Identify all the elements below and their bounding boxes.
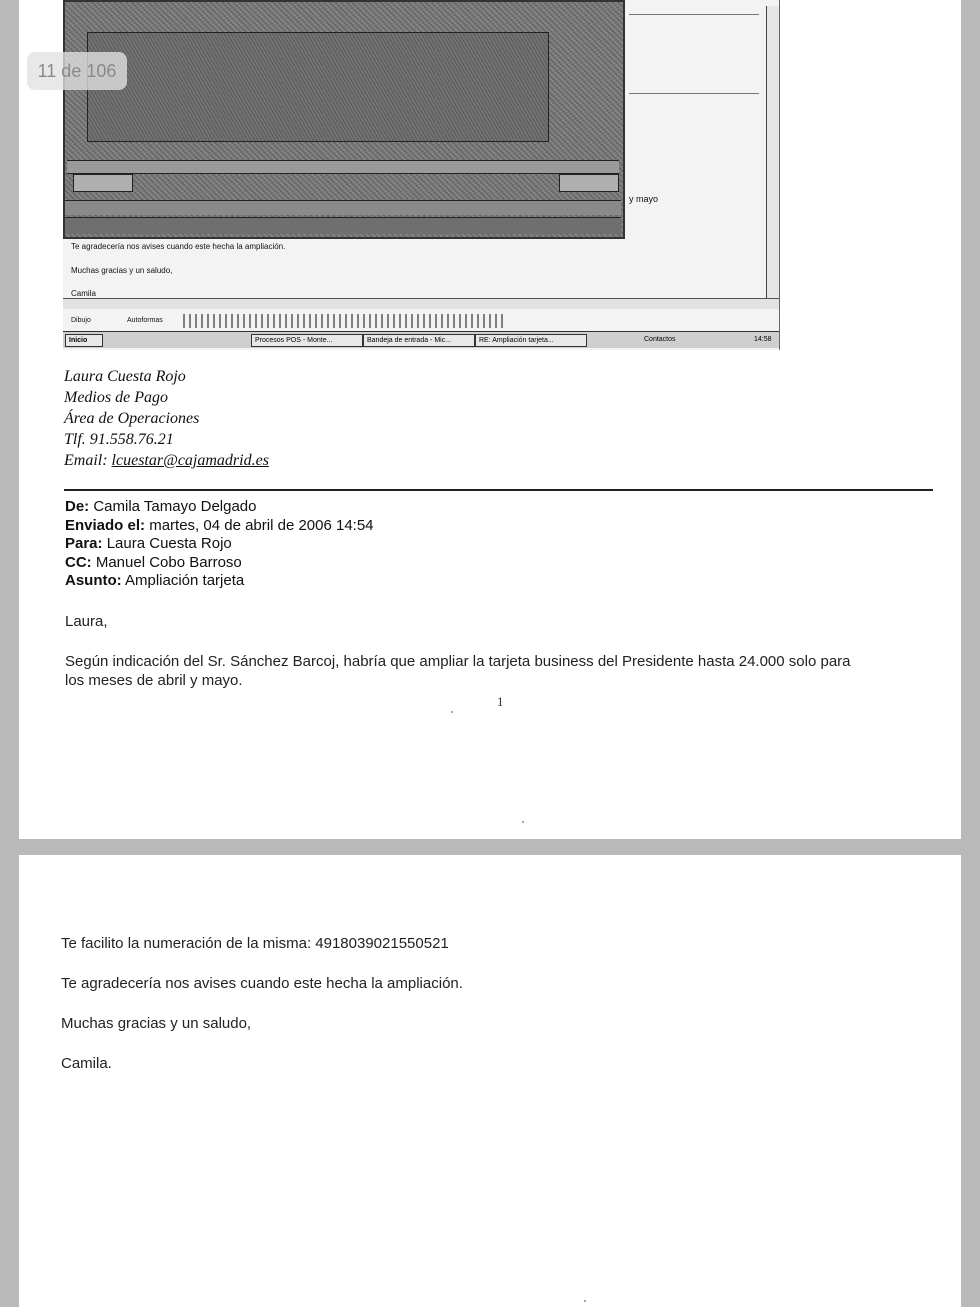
header-cc bbox=[65, 554, 374, 573]
scanned-autoshapes-label: Autoformas bbox=[127, 317, 163, 324]
scanned-body-line: Te agradecería nos avises cuando este hecha la ampliación. bbox=[71, 242, 286, 251]
email-body-line: Según indicación del Sr. Sánchez Barcoj, habría que ampliar la tarjeta business del Presidente hasta 24.000 solo para bbox=[65, 653, 851, 670]
scanned-task-item: RE: Ampliación tarjeta... bbox=[475, 334, 587, 347]
header-to bbox=[65, 535, 374, 554]
scanned-start-button: Inicio bbox=[65, 334, 103, 347]
page-counter: 11 de 106 bbox=[27, 52, 127, 90]
scanned-divider bbox=[629, 14, 759, 15]
to-label: Para: bbox=[65, 535, 103, 553]
header-from bbox=[65, 498, 374, 517]
subject-value: Ampliación tarjeta bbox=[125, 572, 245, 590]
email-body-line: Muchas gracias y un saludo, bbox=[61, 1015, 252, 1032]
scanned-body-line: Camila bbox=[71, 289, 96, 298]
scanned-taskbar bbox=[63, 331, 779, 348]
scan-speck bbox=[451, 711, 453, 713]
scanned-divider bbox=[629, 93, 759, 94]
signature-phone: Tlf. 91.558.76.21 bbox=[64, 431, 174, 448]
from-label: De: bbox=[65, 498, 90, 515]
scanned-dialog-field-bar bbox=[65, 200, 621, 215]
email-body-line: Te facilito la numeración de la misma: 4918039021550521 bbox=[61, 935, 449, 952]
scanned-horizontal-scrollbar bbox=[63, 298, 779, 309]
document-page-2 bbox=[19, 855, 961, 1307]
page-number: 1 bbox=[497, 694, 504, 709]
scan-speck bbox=[522, 821, 524, 823]
cc-value: Manuel Cobo Barroso bbox=[95, 553, 242, 571]
header-sent bbox=[65, 517, 374, 536]
scanned-draw-label: Dibujo bbox=[71, 317, 91, 324]
header-divider bbox=[64, 489, 933, 491]
scanned-scrollbar bbox=[766, 6, 779, 304]
email-closing: Camila. bbox=[61, 1055, 112, 1072]
email-greeting: Laura, bbox=[65, 613, 108, 630]
scanned-partial-text: y mayo bbox=[629, 194, 659, 204]
email-body-line: Te agradecería nos avises cuando este hecha la ampliación. bbox=[61, 975, 463, 992]
document-page-1 bbox=[19, 0, 961, 839]
from-value: Camila Tamayo Delgado bbox=[93, 498, 257, 515]
scanned-clock: 14:58 bbox=[754, 336, 772, 343]
scanned-dialog-button bbox=[73, 174, 133, 192]
scanned-draw-toolbar bbox=[183, 314, 503, 328]
header-subject bbox=[65, 572, 374, 591]
email-body-line: los meses de abril y mayo. bbox=[65, 672, 243, 689]
scanned-tray-label: Contactos bbox=[644, 336, 676, 343]
scanned-email-screenshot bbox=[63, 0, 780, 350]
scanned-task-item: Procesos POS - Monte... bbox=[251, 334, 363, 347]
sent-value: martes, 04 de abril de 2006 14:54 bbox=[149, 516, 374, 534]
sent-label: Enviado el: bbox=[65, 516, 146, 534]
scanned-dialog-window bbox=[63, 0, 625, 239]
email-header bbox=[65, 498, 374, 591]
scanned-dialog-button bbox=[559, 174, 619, 192]
signature-email-row bbox=[64, 450, 269, 471]
to-value: Laura Cuesta Rojo bbox=[106, 535, 232, 553]
subject-label: Asunto: bbox=[65, 572, 122, 590]
scanned-body-line: Muchas gracias y un saludo, bbox=[71, 266, 173, 275]
signature-email-link[interactable]: lcuestar@cajamadrid.es bbox=[111, 452, 269, 469]
cc-label: CC: bbox=[65, 553, 92, 571]
scanned-task-item: Bandeja de entrada - Mic... bbox=[363, 334, 475, 347]
scan-speck bbox=[584, 1300, 586, 1302]
signature-name: Laura Cuesta Rojo bbox=[64, 368, 186, 385]
scanned-dialog-format-bar bbox=[65, 217, 621, 234]
signature-department: Medios de Pago bbox=[64, 389, 168, 406]
scanned-dialog-list bbox=[87, 32, 549, 142]
scanned-dialog-button-row bbox=[67, 160, 619, 174]
signature-area: Área de Operaciones bbox=[64, 410, 200, 427]
signature-email-label: Email: bbox=[64, 452, 112, 469]
email-signature bbox=[64, 366, 269, 471]
